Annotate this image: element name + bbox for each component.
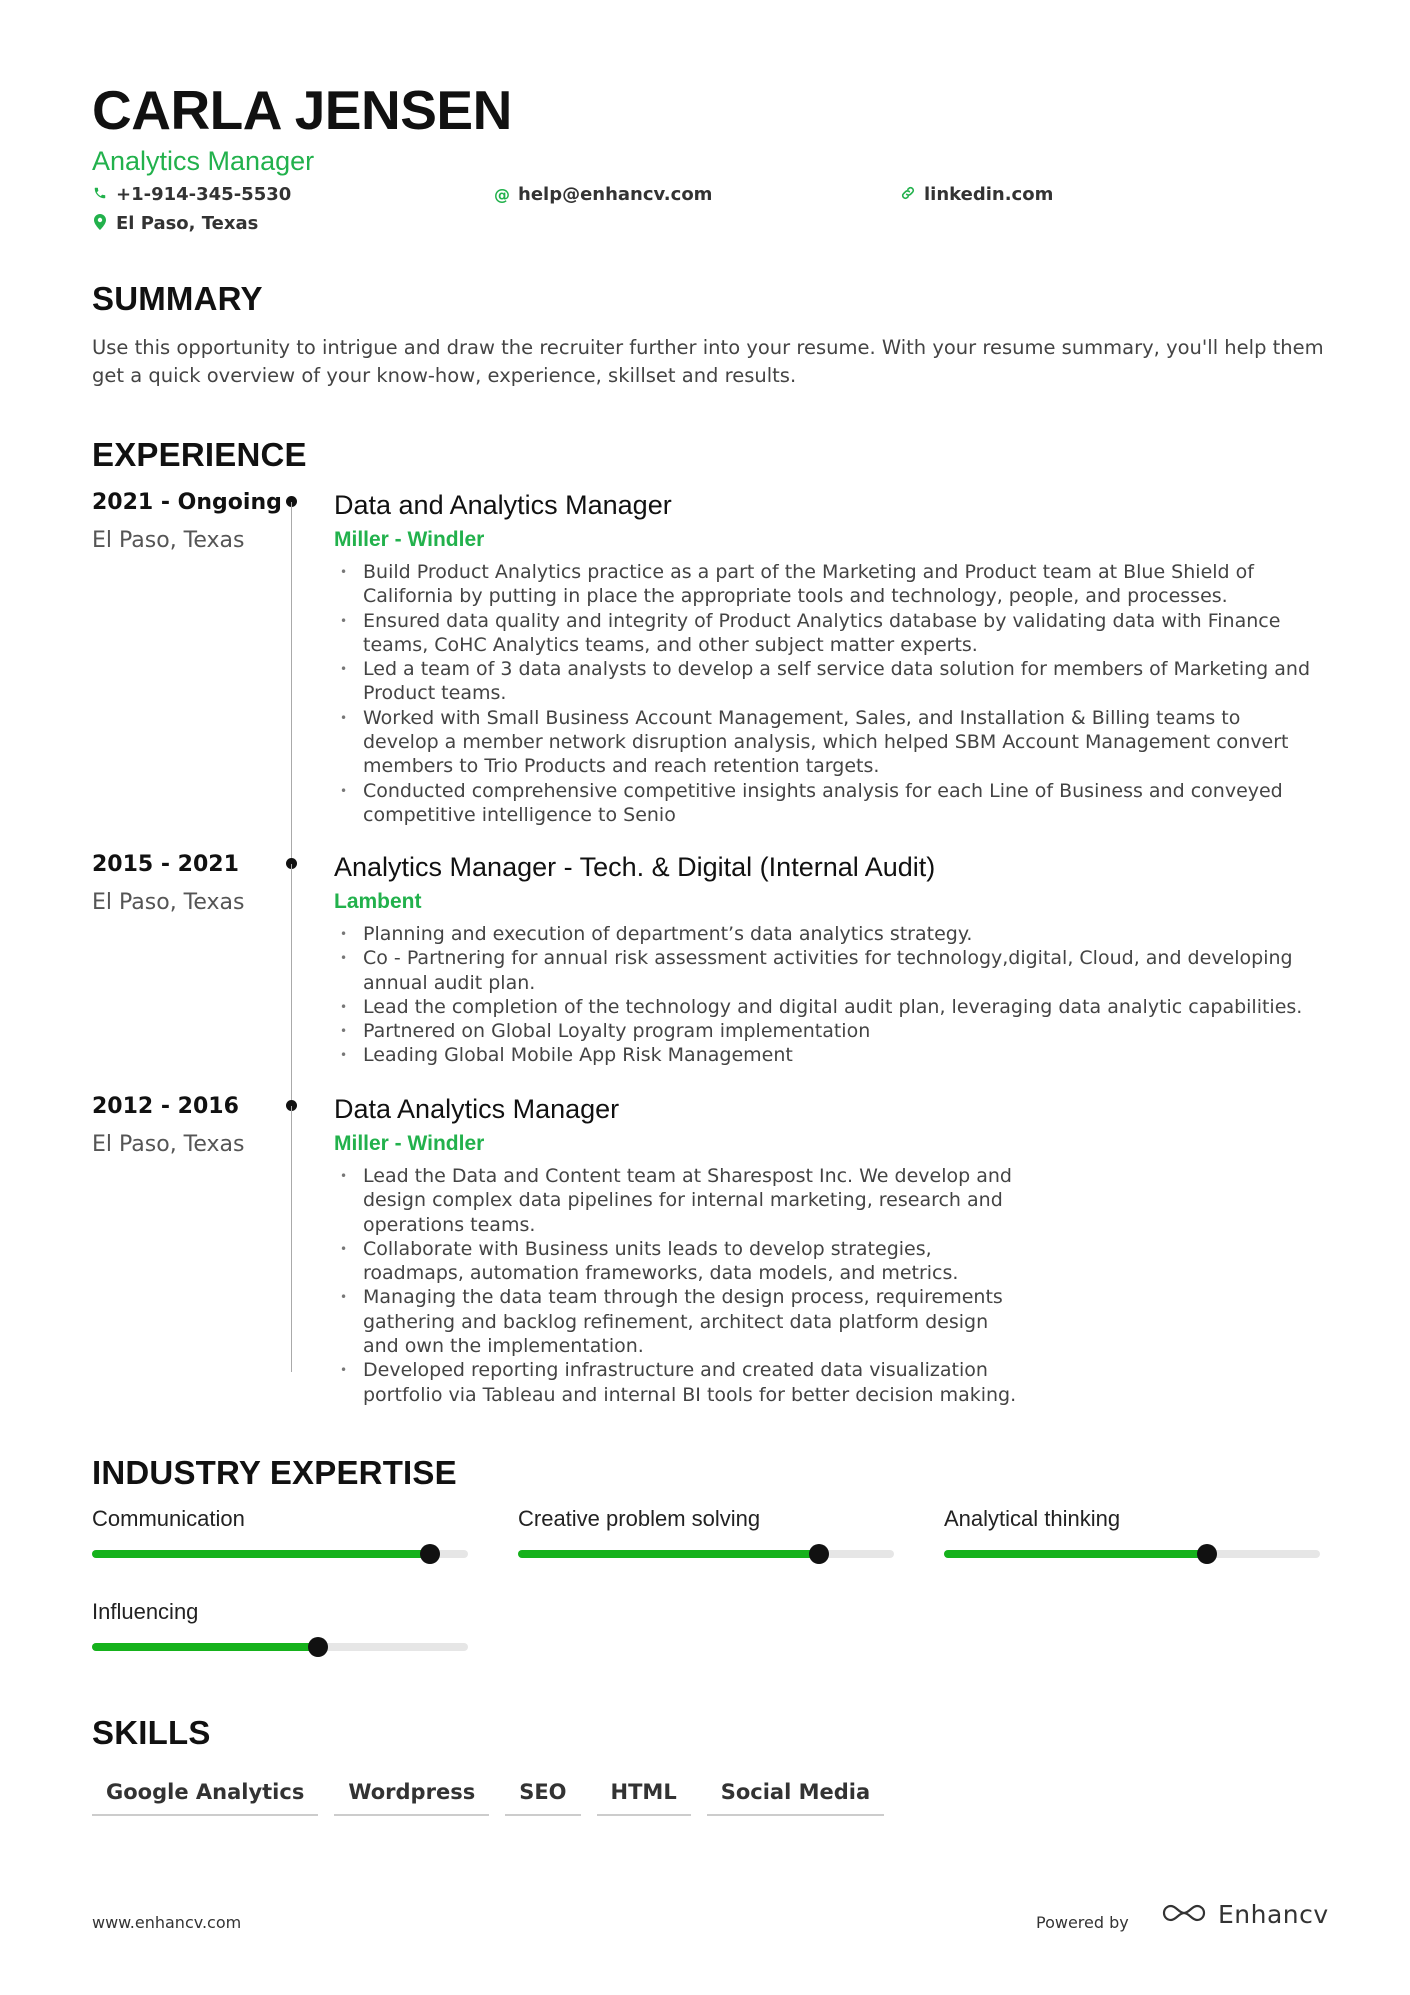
link-icon [900, 185, 916, 205]
expertise-item [92, 1506, 468, 1532]
experience-location: El Paso, Texas [92, 1132, 245, 1157]
skill-tag: Social Media [707, 1776, 884, 1816]
location-text: El Paso, Texas [116, 213, 259, 234]
bullet-item: • Lead the Data and Content team at Sharespost Inc. We develop and design complex data pipelines for internal marketing, research and operations teams. [340, 1164, 1020, 1237]
skill-tag: Wordpress [334, 1776, 489, 1816]
candidate-role: Analytics Manager [92, 146, 315, 176]
pin-icon [92, 214, 108, 234]
expertise-fill [92, 1550, 430, 1558]
bullet-item: • Led a team of 3 data analysts to develop a self service data solution for members of Marketing and Product teams. [340, 657, 1320, 706]
experience-heading: EXPERIENCE [92, 436, 307, 473]
expertise-item [944, 1506, 1320, 1532]
expertise-knob [420, 1544, 440, 1564]
bullet-item: • Worked with Small Business Account Management, Sales, and Installation & Billing teams to develop a member network disruption analysis, which helped SBM Account Management convert members to Trio Products and reach retention targets. [340, 706, 1320, 779]
expertise-item [92, 1599, 468, 1625]
contact-phone [92, 184, 291, 205]
candidate-name: CARLA JENSEN [92, 79, 512, 141]
experience-company: Miller - Windler [334, 528, 485, 551]
phone-icon [92, 185, 108, 204]
expertise-fill [944, 1550, 1207, 1558]
experience-bullets [340, 560, 1320, 827]
timeline-line [291, 864, 292, 1104]
experience-date: 2012 - 2016 [92, 1094, 239, 1119]
timeline-line [291, 1106, 292, 1372]
experience-location: El Paso, Texas [92, 890, 245, 915]
skill-tag: SEO [505, 1776, 580, 1816]
expertise-knob [308, 1637, 328, 1657]
expertise-label: Analytical thinking [944, 1506, 1121, 1531]
bullet-item: • Co - Partnering for annual risk assessment activities for technology,digital, Cloud, and developing annual audit plan. [340, 946, 1320, 995]
experience-date: 2015 - 2021 [92, 852, 239, 877]
bullet-item: • Partnered on Global Loyalty program implementation [340, 1019, 1320, 1043]
experience-company: Lambent [334, 890, 422, 913]
experience-location: El Paso, Texas [92, 528, 245, 553]
bullet-item: • Lead the completion of the technology and digital audit plan, leveraging data analytic capabilities. [340, 995, 1320, 1019]
email-text[interactable]: help@enhancv.com [518, 184, 713, 205]
experience-company: Miller - Windler [334, 1132, 485, 1155]
expertise-heading: INDUSTRY EXPERTISE [92, 1454, 457, 1491]
summary-text: Use this opportunity to intrigue and draw the recruiter further into your resume. With your resume summary, you'll help them get a quick overview of your know-how, experience, skillset and results. [92, 336, 1324, 387]
brand-name: Enhancv [1218, 1900, 1329, 1929]
skills-heading: SKILLS [92, 1714, 211, 1751]
experience-date: 2021 - Ongoing [92, 490, 282, 515]
footer-website[interactable]: www.enhancv.com [92, 1913, 242, 1932]
expertise-label: Communication [92, 1506, 245, 1531]
expertise-item [518, 1506, 894, 1532]
enhancv-logo-icon [1160, 1901, 1208, 1929]
at-icon: @ [494, 185, 510, 204]
bullet-item: • Managing the data team through the design process, requirements gathering and backlog refinement, architect data platform design and own the implementation. [340, 1285, 1020, 1358]
expertise-label: Creative problem solving [518, 1506, 761, 1531]
experience-title: Analytics Manager - Tech. & Digital (Internal Audit) [334, 852, 936, 882]
expertise-label: Influencing [92, 1599, 199, 1624]
summary-heading: SUMMARY [92, 280, 263, 317]
timeline-line [291, 502, 292, 862]
bullet-item: • Planning and execution of department’s data analytics strategy. [340, 922, 1320, 946]
contact-linkedin[interactable] [900, 184, 1053, 205]
bullet-item: • Ensured data quality and integrity of Product Analytics database by validating data with Finance teams, CoHC Analytics teams, and other subject matter experts. [340, 609, 1320, 658]
experience-bullets [340, 1164, 1020, 1407]
skills-tags [92, 1776, 884, 1816]
expertise-knob [1197, 1544, 1217, 1564]
expertise-track [944, 1550, 1320, 1558]
expertise-knob [809, 1544, 829, 1564]
skill-tag: Google Analytics [92, 1776, 318, 1816]
expertise-fill [92, 1643, 318, 1651]
footer-brand [1160, 1900, 1329, 1929]
skill-tag: HTML [597, 1776, 691, 1816]
bullet-item: • Collaborate with Business units leads to develop strategies, roadmaps, automation frameworks, data models, and metrics. [340, 1237, 1020, 1286]
bullet-item: • Leading Global Mobile App Risk Management [340, 1043, 1320, 1067]
bullet-item: • Build Product Analytics practice as a part of the Marketing and Product team at Blue Shield of California by putting in place the appropriate tools and technology, people, and processes. [340, 560, 1320, 609]
expertise-track [92, 1643, 468, 1651]
expertise-track [92, 1550, 468, 1558]
bullet-item: • Conducted comprehensive competitive insights analysis for each Line of Business and conveyed competitive intelligence to Senio [340, 779, 1320, 828]
experience-title: Data Analytics Manager [334, 1094, 620, 1124]
experience-bullets [340, 922, 1320, 1068]
contact-email[interactable] [494, 184, 712, 205]
expertise-track [518, 1550, 894, 1558]
linkedin-text[interactable]: linkedin.com [924, 184, 1054, 205]
phone-text: +1-914-345-5530 [116, 184, 292, 205]
bullet-item: • Developed reporting infrastructure and created data visualization portfolio via Tableau and internal BI tools for better decision making. [340, 1358, 1020, 1407]
expertise-fill [518, 1550, 819, 1558]
footer-powered-by: Powered by [1036, 1913, 1129, 1932]
experience-title: Data and Analytics Manager [334, 490, 672, 520]
contact-location [92, 213, 258, 234]
